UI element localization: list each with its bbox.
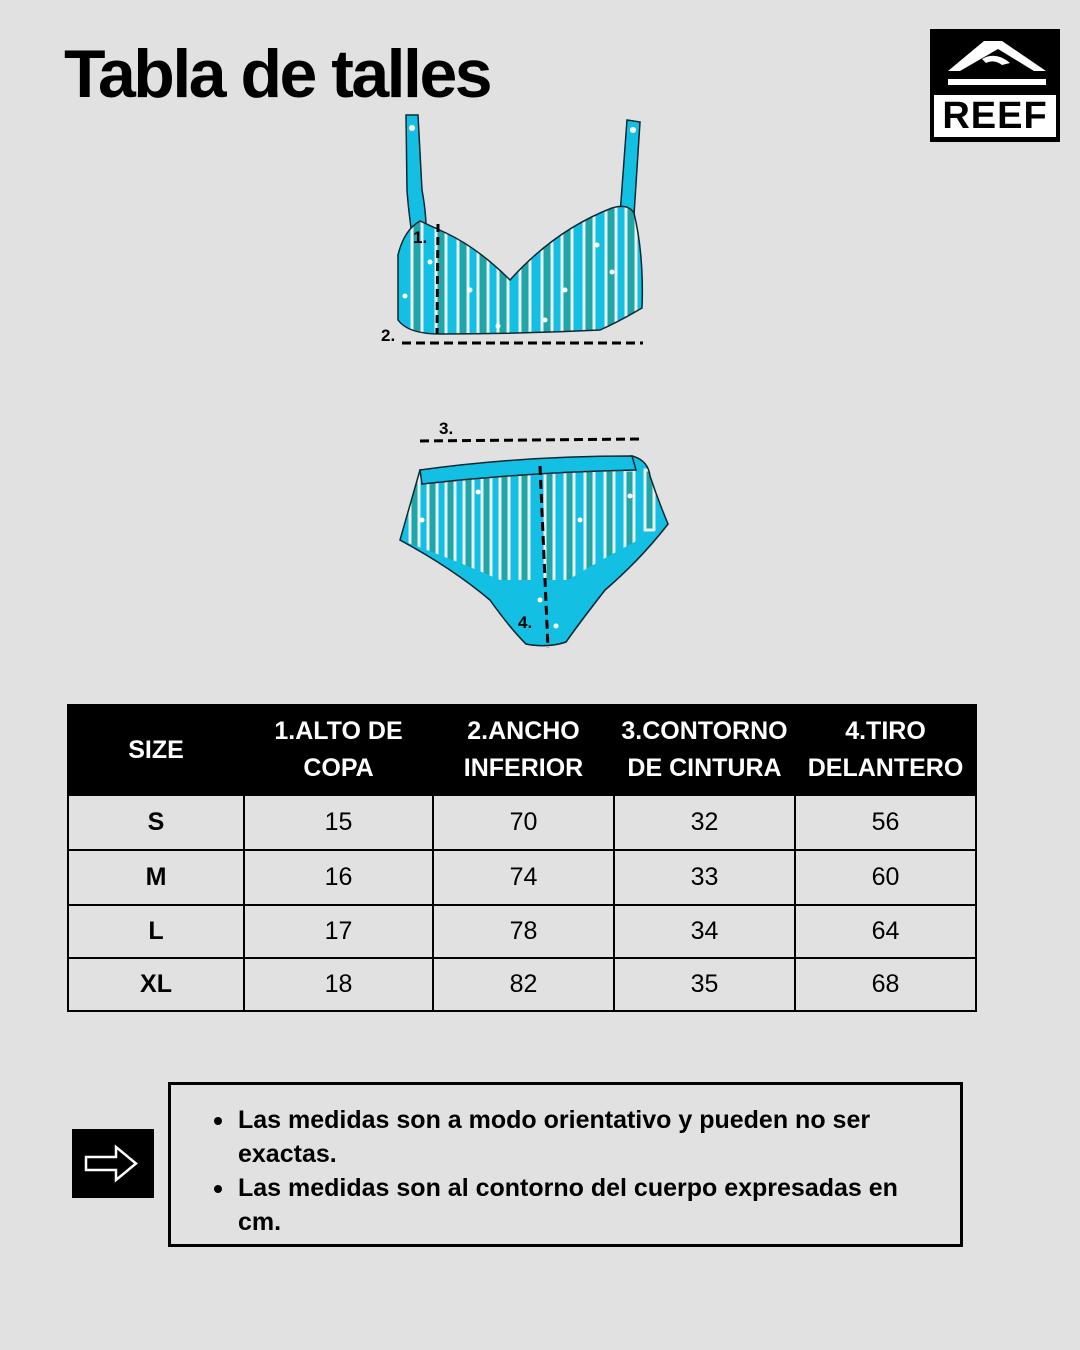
table-cell: 17 [244, 905, 433, 958]
table-cell: 78 [433, 905, 614, 958]
table-row [68, 850, 976, 905]
table-cell: 70 [433, 795, 614, 850]
note-item: Las medidas son a modo orientativo y pueden no ser exactas. [238, 1103, 940, 1171]
size-cell: L [68, 905, 244, 958]
mountain-wave-icon [930, 29, 1060, 99]
header-contorno-de-cintura: 3.CONTORNO DE CINTURA [614, 705, 795, 795]
bikini-illustration [370, 105, 710, 665]
table-header-row [68, 705, 976, 795]
header-tiro-delantero: 4.TIRO DELANTERO [795, 705, 976, 795]
reef-logo [930, 29, 1060, 142]
measure-label-2: 2. [381, 326, 396, 345]
table-cell: 15 [244, 795, 433, 850]
table-cell: 74 [433, 850, 614, 905]
table-row [68, 795, 976, 850]
table-cell: 18 [244, 958, 433, 1011]
page-title: Tabla de talles [64, 36, 491, 112]
table-cell: 56 [795, 795, 976, 850]
table-row [68, 905, 976, 958]
size-cell: M [68, 850, 244, 905]
table-cell: 60 [795, 850, 976, 905]
table-cell: 35 [614, 958, 795, 1011]
table-cell: 68 [795, 958, 976, 1011]
bra-strap-right [620, 120, 640, 215]
notes-list [171, 1085, 960, 1239]
measure-line-1 [437, 224, 438, 334]
table-cell: 16 [244, 850, 433, 905]
size-cell: XL [68, 958, 244, 1011]
bra-strap-left [406, 115, 426, 228]
bra-top [395, 200, 650, 340]
header-size: SIZE [68, 705, 244, 795]
measure-label-1: 1. [413, 228, 428, 247]
table-cell: 32 [614, 795, 795, 850]
arrow-right-icon [72, 1129, 154, 1198]
table-cell: 64 [795, 905, 976, 958]
table-row [68, 958, 976, 1011]
table-cell: 33 [614, 850, 795, 905]
measure-label-3: 3. [439, 419, 454, 438]
size-table [67, 704, 977, 1012]
header-ancho-inferior: 2.ANCHO INFERIOR [433, 705, 614, 795]
table-cell: 34 [614, 905, 795, 958]
note-item: Las medidas son al contorno del cuerpo expresadas en cm. [238, 1171, 940, 1239]
logo-text: REEF [934, 95, 1056, 137]
measure-line-3 [420, 439, 642, 441]
header-alto-de-copa: 1.ALTO DE COPA [244, 705, 433, 795]
measure-label-4: 4. [518, 613, 533, 632]
size-cell: S [68, 795, 244, 850]
table-cell: 82 [433, 958, 614, 1011]
notes-box [168, 1082, 963, 1247]
